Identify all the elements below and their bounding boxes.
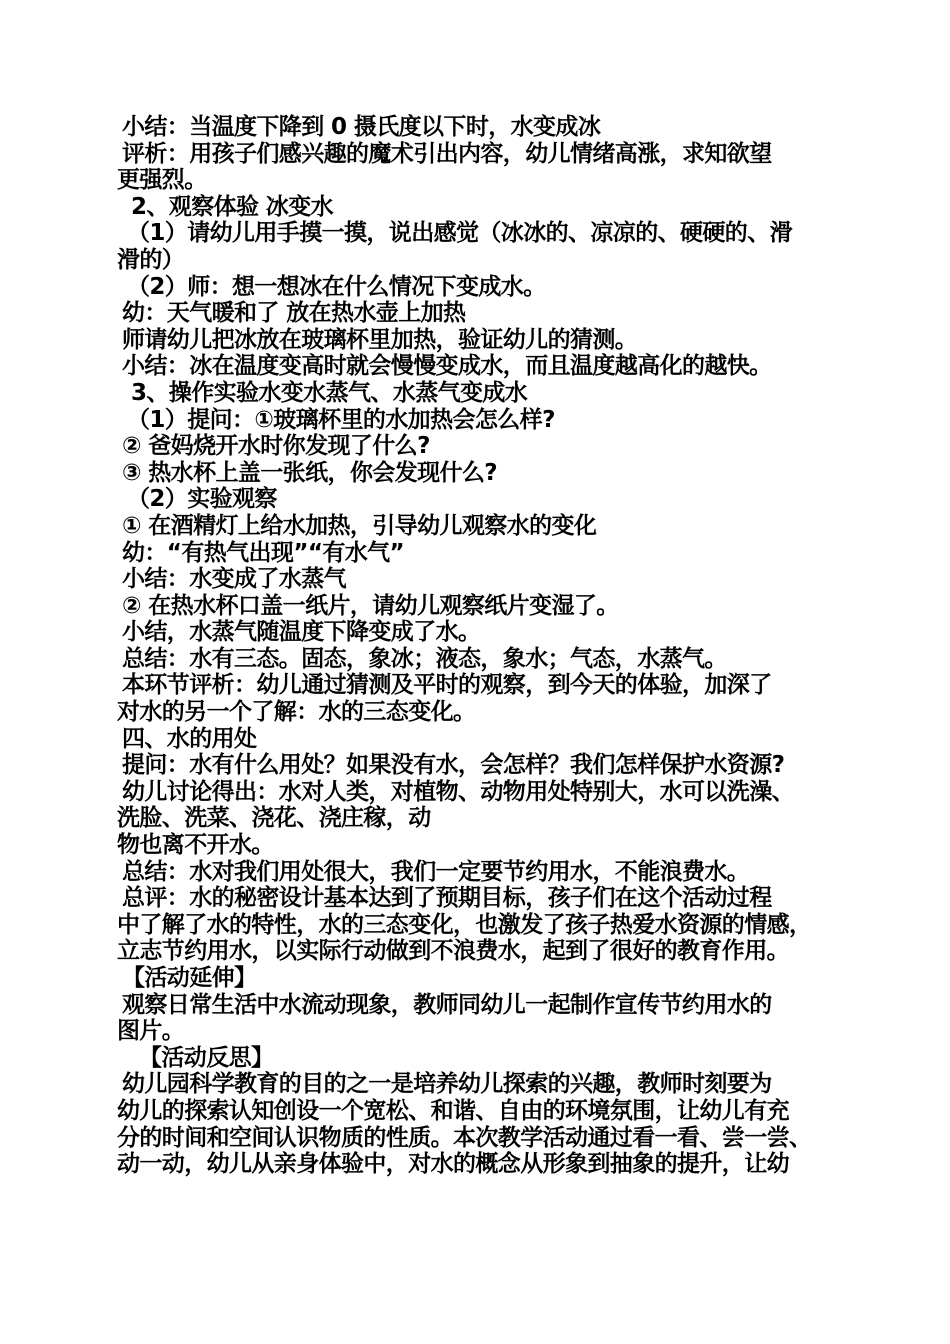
text-line: 小结：当温度下降到 0 摄氏度以下时，水变成冰 xyxy=(122,114,601,140)
text-line: 立志节约用水，以实际行动做到不浪费水，起到了很好的教育作用。 xyxy=(117,938,790,965)
text-line: 评析：用孩子们感兴趣的魔术引出内容，幼儿情绪高涨，求知欲望 xyxy=(122,140,772,167)
text-line: ① 在酒精灯上给水加热，引导幼儿观察水的变化 xyxy=(122,512,597,539)
text-line: 小结：水变成了水蒸气 xyxy=(122,566,347,593)
text-line: 滑的） xyxy=(117,246,185,273)
text-line: 提问：水有什么用处？如果没有水，会怎样？我们怎样保护水资源? xyxy=(122,752,785,779)
text-line: 总评：水的秘密设计基本达到了预期目标，孩子们在这个活动过程 xyxy=(122,885,772,912)
section-heading: 【活动延伸】 xyxy=(122,965,257,991)
text-line: 总结：水有三态。固态，象冰；液态，象水；气态，水蒸气。 xyxy=(122,645,727,672)
document-body xyxy=(117,114,837,1178)
text-line: 中了解了水的特性，水的三态变化，也激发了孩子热爱水资源的情感， xyxy=(117,911,812,938)
text-line: 动一动，幼儿从亲身体验中，对水的概念从形象到抽象的提升，让幼 xyxy=(117,1151,790,1178)
text-line: 幼：天气暖和了 放在热水壶上加热 xyxy=(122,300,466,327)
text-line: （1）提问：①玻璃杯里的水加热会怎么样? xyxy=(127,406,555,433)
section-heading: 【活动反思】 xyxy=(139,1044,274,1071)
text-line: 幼儿的探索认知创设一个宽松、和谐、自由的环境氛围，让幼儿有充 xyxy=(117,1097,790,1124)
text-line: 师请幼儿把冰放在玻璃杯里加热，验证幼儿的猜测。 xyxy=(122,326,638,353)
text-line: 本环节评析：幼儿通过猜测及平时的观察，到今天的体验，加深了 xyxy=(122,672,772,699)
text-line: 小结，水蒸气随温度下降变成了水。 xyxy=(122,619,481,646)
text-line: 图片。 xyxy=(117,1018,185,1045)
text-line: （1）请幼儿用手摸一摸，说出感觉（冰冰的、凉凉的、硬硬的、滑 xyxy=(127,220,793,247)
text-line: 物也离不开水。 xyxy=(117,832,274,859)
text-line: ② 爸妈烧开水时你发现了什么? xyxy=(122,433,430,460)
text-line: ② 在热水杯口盖一纸片，请幼儿观察纸片变湿了。 xyxy=(122,592,619,619)
text-line: 幼儿讨论得出：水对人类，对植物、动物用处特别大，水可以洗澡、 xyxy=(122,778,795,805)
text-line: 洗脸、洗菜、浇花、浇庄稼，动 xyxy=(117,805,431,832)
text-line: 幼儿园科学教育的目的之一是培养幼儿探索的兴趣，教师时刻要为 xyxy=(122,1071,772,1098)
text-line: 总结：水对我们用处很大，我们一定要节约用水，不能浪费水。 xyxy=(122,858,750,885)
text-line: ③ 热水杯上盖一张纸，你会发现什么? xyxy=(122,459,498,486)
text-line: 幼：“有热气出现”“有水气” xyxy=(122,539,405,566)
text-line: 分的时间和空间认识物质的性质。本次教学活动通过看一看、尝一尝、 xyxy=(117,1124,812,1151)
text-line: 小结：冰在温度变高时就会慢慢变成水，而且温度越高化的越快。 xyxy=(122,353,772,380)
text-line: 3、操作实验水变水蒸气、水蒸气变成水 xyxy=(131,379,528,406)
text-line: 四、水的用处 xyxy=(122,725,257,752)
text-line: 观察日常生活中水流动现象，教师同幼儿一起制作宣传节约用水的 xyxy=(122,991,772,1018)
text-line: 对水的另一个了解：水的三态变化。 xyxy=(117,699,476,726)
text-line: （2）实验观察 xyxy=(127,486,277,513)
text-line: （2）师：想一想冰在什么情况下变成水。 xyxy=(127,273,546,300)
text-line: 更强烈。 xyxy=(117,167,207,194)
text-line: 2、观察体验 冰变水 xyxy=(131,193,334,220)
